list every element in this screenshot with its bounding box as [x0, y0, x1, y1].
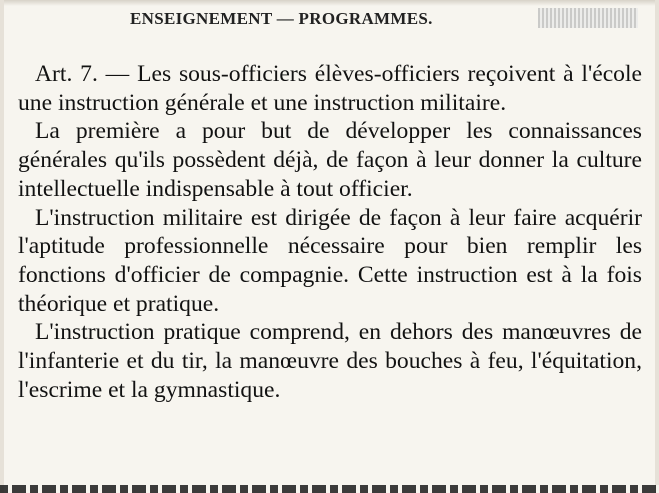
- article-body: [18, 60, 642, 404]
- right-edge: [655, 0, 659, 493]
- article-paragraph-3: L'instruction militaire est dirigée de façon à leur faire acquérir l'aptitude professionnelle nécessaire pour bien remplir les fonctions d'officier de compagnie. Cette instruction est à la fois théorique et pratique.: [18, 204, 642, 317]
- faded-stamp: [538, 8, 638, 28]
- cut-off-next-line: [0, 485, 659, 493]
- article-paragraph-2: La première a pour but de développer les connaissances générales qu'ils possèdent déjà, de façon à leur donner la culture intellectuelle indispensable à tout officier.: [18, 118, 642, 202]
- section-title: ENSEIGNEMENT — PROGRAMMES.: [130, 9, 433, 28]
- article-paragraph-1: Art. 7. — Les sous-officiers élèves-officiers reçoivent à l'école une instruction générale et une instruction militaire.: [18, 61, 642, 116]
- left-edge: [0, 0, 4, 493]
- section-header: [0, 6, 659, 32]
- article-paragraph-4: L'instruction pratique comprend, en dehors des manœuvres de l'infanterie et du tir, la manœuvre des bouches à feu, l'équitation, l'escrime et la gymnastique.: [18, 319, 642, 403]
